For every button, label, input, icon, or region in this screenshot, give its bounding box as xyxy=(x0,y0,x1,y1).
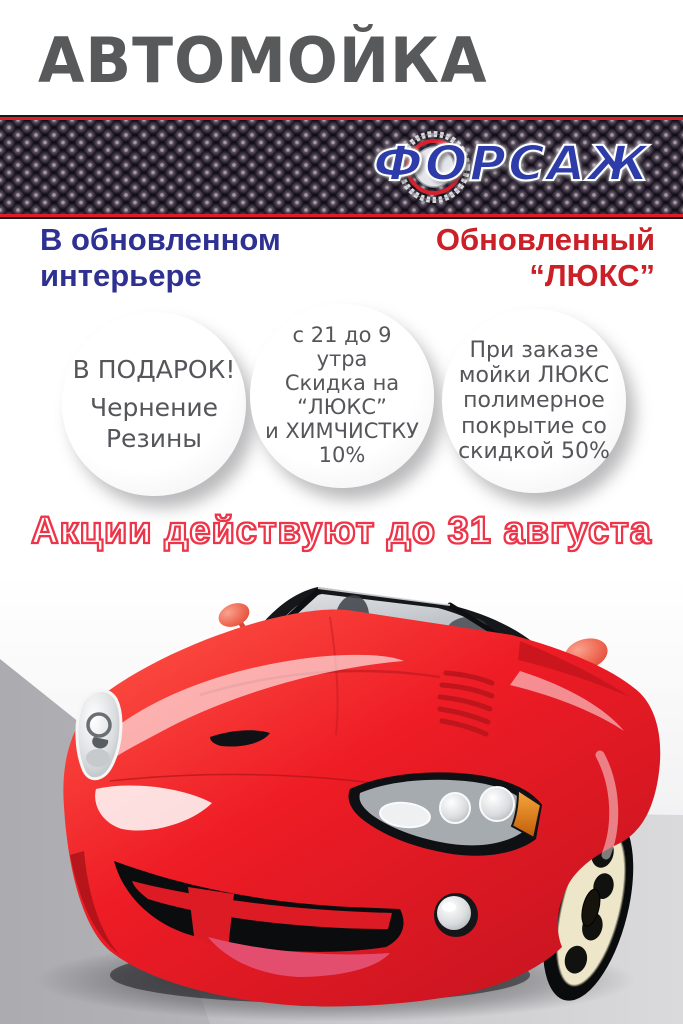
offer-line: При заказе xyxy=(469,338,599,364)
offer-line: полимерное xyxy=(463,388,605,414)
offer-circles xyxy=(0,300,683,505)
headline-interior xyxy=(40,222,281,294)
offer-line: скидкой 50% xyxy=(458,438,610,464)
forsazh-logo xyxy=(357,128,667,206)
offer-line: покрытие со xyxy=(461,413,607,439)
offer-line: Резины xyxy=(105,424,203,454)
offer-line: 10% xyxy=(318,442,366,467)
headline-interior-line1: В обновленном xyxy=(40,222,281,257)
poster-title: АВТОМОЙКА xyxy=(38,24,488,98)
offer-line: “ЛЮКС” xyxy=(297,395,387,419)
offer-line: Чернение xyxy=(89,392,219,422)
offer-line: с 21 до 9 xyxy=(292,323,392,348)
headline-lux xyxy=(436,222,655,294)
headline-interior-line2: интерьере xyxy=(40,257,202,293)
offer-circle-polymer xyxy=(442,309,626,493)
offer-line: утра xyxy=(316,347,368,372)
headline-lux-line2: “ЛЮКС” xyxy=(529,257,655,293)
promo-deadline: Акции действуют до 31 августа xyxy=(31,510,652,552)
car-illustration xyxy=(0,575,683,1024)
offer-circle-night-discount xyxy=(250,304,434,488)
offer-line: и ХИМЧИСТКУ xyxy=(265,418,419,443)
logo-text: ФОРСАЖ xyxy=(373,136,651,192)
headlines xyxy=(40,222,655,294)
offer-line: мойки ЛЮКС xyxy=(458,363,610,389)
offer-line: Скидка на xyxy=(284,371,400,396)
carbon-banner xyxy=(0,117,683,217)
offer-line: В ПОДАРОК! xyxy=(72,354,236,384)
offer-circle-gift xyxy=(62,312,246,496)
headline-lux-line1: Обновленный xyxy=(435,222,655,257)
